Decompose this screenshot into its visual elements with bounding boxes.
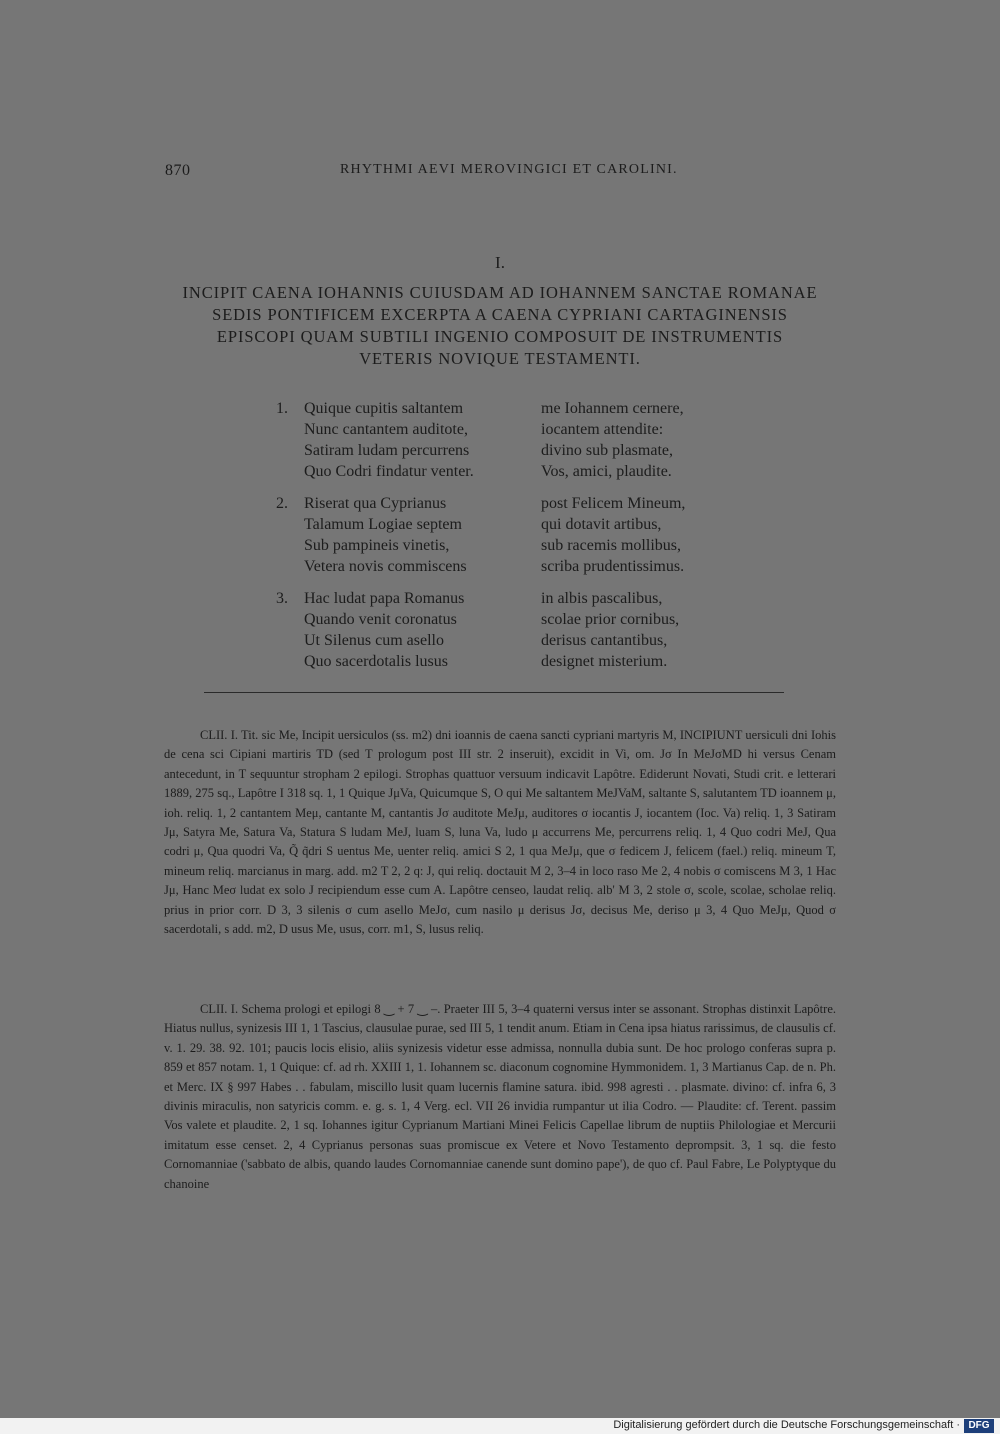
dfg-logo-icon: DFG <box>964 1419 994 1433</box>
verse-first-half: Vetera novis commiscens <box>304 558 467 575</box>
stanza-number: 3. <box>276 590 288 607</box>
verse-line <box>0 537 1000 558</box>
funding-notice: Digitalisierung gefördert durch die Deutsche Forschungsgemeinschaft · <box>613 1419 960 1431</box>
critical-apparatus <box>164 726 836 939</box>
verse-first-half: Ut Silenus cum asello <box>304 632 444 649</box>
verse-second-half: sub racemis mollibus, <box>541 537 681 554</box>
verse-line <box>0 558 1000 579</box>
verse-line <box>0 463 1000 484</box>
funding-footer <box>0 1418 1000 1434</box>
verse-second-half: derisus cantantibus, <box>541 632 668 649</box>
verse-first-half: Riserat qua Cyprianus <box>304 495 447 512</box>
stanza <box>0 590 1000 685</box>
verse-first-half: Talamum Logiae septem <box>304 516 462 533</box>
poem-title: INCIPIT CAENA IOHANNIS CUIUSDAM AD IOHANNEM SANCTAE ROMANAE SEDIS PONTIFICEM EXCERPTA A CAENA CYPRIANI CARTAGINENSIS EPISCOPI QUAM SUBTILI INGENIO COMPOSUIT DE INSTRUMENTIS VETERIS NOVIQUE TESTAMENTI. <box>182 283 818 368</box>
verse-line <box>0 516 1000 537</box>
verse-line <box>0 653 1000 674</box>
running-title: RHYTHMI AEVI MEROVINGICI ET CAROLINI. <box>340 162 678 177</box>
verse-line <box>0 590 1000 611</box>
verse-second-half: iocantem attendite: <box>541 421 664 438</box>
verse-second-half: qui dotavit artibus, <box>541 516 662 533</box>
verse-line <box>0 632 1000 653</box>
verse-first-half: Satiram ludam percurrens <box>304 442 470 459</box>
verse-second-half: scolae prior cornibus, <box>541 611 680 628</box>
separator-rule <box>204 692 784 693</box>
verse-first-half: Quo sacerdotalis lusus <box>304 653 448 670</box>
verse-second-half: me Iohannem cernere, <box>541 400 684 417</box>
verse-first-half: Hac ludat papa Romanus <box>304 590 465 607</box>
stanza <box>0 495 1000 590</box>
verse-second-half: scriba prudentissimus. <box>541 558 685 575</box>
verse-line <box>0 495 1000 516</box>
stanza-number: 2. <box>276 495 288 512</box>
stanza <box>0 400 1000 495</box>
verse-first-half: Quando venit coronatus <box>304 611 457 628</box>
verse-first-half: Quique cupitis saltantem <box>304 400 464 417</box>
verse-first-half: Sub pampineis vinetis, <box>304 537 450 554</box>
poem <box>0 400 1000 685</box>
running-head <box>165 162 835 186</box>
verse-second-half: post Felicem Mineum, <box>541 495 686 512</box>
verse-second-half: Vos, amici, plaudite. <box>541 463 672 480</box>
verse-second-half: divino sub plasmate, <box>541 442 673 459</box>
stanza-number: 1. <box>276 400 288 417</box>
verse-line <box>0 442 1000 463</box>
section-numeral: I. <box>495 253 505 272</box>
verse-line <box>0 611 1000 632</box>
verse-line <box>0 400 1000 421</box>
commentary <box>164 1000 836 1194</box>
verse-line <box>0 421 1000 442</box>
verse-first-half: Nunc cantantem auditote, <box>304 421 468 438</box>
verse-second-half: in albis pascalibus, <box>541 590 663 607</box>
verse-first-half: Quo Codri findatur venter. <box>304 463 474 480</box>
page-number: 870 <box>165 162 191 179</box>
verse-second-half: designet misterium. <box>541 653 668 670</box>
commentary-text: CLII. I. Schema prologi et epilogi 8 ‿ + 7 ‿ –. Praeter III 5, 3–4 quaterni versus inter se assonant. Strophas distinxit Lapôtre. Hiatus nullus, synizesis III 1, 1 Tascius, clausulae purae, sed III 5, 1 tendit anum. Etiam in Cena ipsa hiatus rarissimus, de clausulis cf. v. 1. 29. 38. 92. 101; paucis locis elisio, aliis synizesis videtur esse admissa, nonnulla dubia sunt. De hoc prologo conferas supra p. 859 et 857 notam. 1, 1 Quique: cf. ad rh. XXIII 1, 1. Iohannem sc. diaconum cognomine Hymmonidem. 1, 3 Martianus Cap. de n. Ph. et Merc. IX § 997 Habes . . fabulam, miscillo lusit quam lucernis flamine satura. ibid. 998 agresti . . plasmate. divino: cf. infra 6, 3 divinis miraculis, non satyricis comm. e. g. s. 1, 4 Verg. ecl. VII 26 invidia rumpantur ut ilia Codro. — Plaudite: cf. Terent. passim Vos valete et plaudite. 2, 1 sq. Iohannes igitur Cyprianum Martiani Minei Felicis Capellae librum de nuptiis Philologiae et Mercurii imitatum esse censet. 2, 4 Cyprianus personas suas promiscue ex Vetere et Novo Testamento deprompsit. 3, 1 sq. die festo Cornomanniae ('sabbato de albis, quando laudes Cornomanniae canende sunt domino pape'), de quo cf. Paul Fabre, Le Polyptyque du chanoine <box>164 1002 836 1191</box>
apparatus-text: CLII. I. Tit. sic Me, Incipit uersiculos (ss. m2) dni ioannis de caena sancti cypriani martyris M, INCIPIUNT uersiculi dni Iohis de cena sci Cipiani martiris TD (sed T prologum post III str. 2 inseruit), excidit in Vi, om. Jσ In MeJσMD hi versus Cenam antecedunt, in T sequuntur stropham 2 epilogi. Strophas quattuor versuum indicavit Lapôtre. Ediderunt Novati, Studi crit. e letterari 1889, 275 sq., Lapôtre I 318 sq. 1, 1 Quique JμVa, Quicumque S, O qui Me saltantem MeJVaM, saltante S, salutantem TD ioannem μ, ioh. reliq. 1, 2 cantantem Meμ, cantante M, cantantis Jσ auditote MeJμ, auditores σ iocantis J, iocantem (Ioc. Va) reliq. 1, 3 Satiram Jμ, Satyra Me, Satura Va, Statura S ludam MeJ, luam S, luna Va, ludo μ accurrens Me, percurrens reliq. 1, 4 Quo codri MeJ, Qua codri μ, Qua quodri Va, Q̃ q̃dri S uentus Me, uenter reliq. amici S 2, 1 qua MeJμ, que σ fedicem J, felicem (fael.) reliq. mineum T, mineum reliq. marcianus in marg. add. m2 T 2, 2 q: J, qui reliq. doctauit M 2, 3–4 in loco raso Me 2, 4 nobis σ comiscens M 3, 1 Hac Jμ, Hanc Meσ ludat ex solo J recipiendum esse cum A. Lapôtre censeo, laudat reliq. alb' M 3, 2 stole σ, scole, scolae, scholae reliq. prius in prior corr. D 3, 3 silenis σ cum asello MeJσ, cum nasilo μ derisus Jσ, decisus Me, deriso μ 3, 4 Quo MeJμ, Quod σ sacerdotali, s add. m2, D usus Me, usus, corr. m1, S, lusus reliq. <box>164 728 836 937</box>
